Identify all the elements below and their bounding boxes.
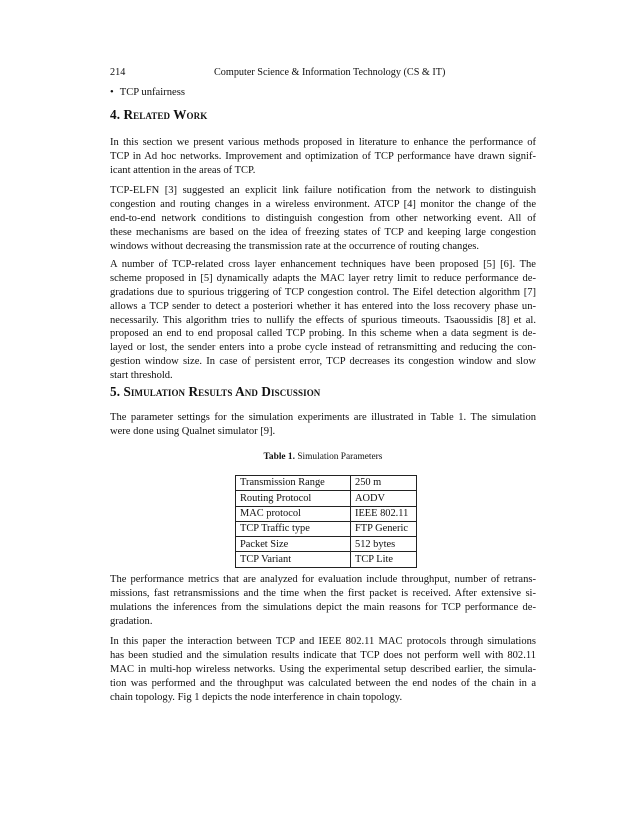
text-line: necessarily. This algorithm tries to nullify the effects of spurious timeouts. Tsaoussidis [8] et al. [110,314,536,326]
text-line: these mechanisms are based on the idea of freezing states of TCP and keeping large congestion [110,226,536,238]
text-line: TCP-ELFN [3] suggested an explicit link failure notification from the network to distinguish [110,185,536,196]
text-line: In this section we present various methods proposed in literature to enhance the performance of [110,137,536,148]
page-number: 214 [110,67,126,78]
section-4-paragraph-1 [110,136,536,178]
table-row [236,491,417,506]
text-line: missions, fast retransmissions and the time when the first packet is received. After extensive si- [110,587,536,599]
journal-title: Computer Science & Information Technology (CS & IT) [214,67,446,78]
parameter-value: TCP Lite [351,552,417,567]
parameter-name: TCP Variant [236,552,351,567]
section-4-paragraph-2 [110,184,536,253]
section-5-paragraph-1 [110,573,536,629]
text-line: allows a TCP sender to detect a posteriori whether it has entered into the loss recovery phase un- [110,300,536,312]
parameter-name: Packet Size [236,537,351,552]
parameter-name: TCP Traffic type [236,521,351,536]
parameter-value: FTP Generic [351,521,417,536]
parameter-value: AODV [351,491,417,506]
text-line: chain topology. Fig 1 depicts the node interference in chain topology. [110,691,403,703]
text-line: start threshold. [110,370,173,382]
text-line: The parameter settings for the simulation experiments are illustrated in Table 1. The simulation [110,412,536,423]
section-5-heading: 5. Simulation Results And Discussion [110,384,321,399]
section-5-intro [110,411,536,439]
section-5-paragraph-2 [110,635,536,704]
text-line: tion was performed and the throughput was calculated between the end nodes of the chain in a [110,677,536,689]
text-line: icant attention in the areas of TCP. [110,164,256,176]
text-line: were done using Qualnet simulator [9]. [110,425,276,437]
section-4-paragraph-3 [110,258,536,383]
text-line: MAC in multi-hop wireless networks. Using the experimental setup described earlier, the simula- [110,663,536,675]
text-line: gestion window size. In case of persistent error, TCP decreases its congestion window and slow [110,356,536,368]
table-caption [110,451,536,463]
text-line: In this paper the interaction between TCP and IEEE 802.11 MAC protocols through simulations [110,636,536,647]
text-line: A number of TCP-related cross layer enhancement techniques have been proposed [5] [6]. The [110,259,536,270]
text-line: gradations due to spurious triggering of TCP congestion control. The Eifel detection algorithm [7] [110,286,536,298]
table-caption-label: Table 1. [263,452,295,462]
simulation-parameters-table [235,475,417,568]
parameter-name: MAC protocol [236,506,351,521]
parameter-name: Routing Protocol [236,491,351,506]
text-line: The performance metrics that are analyzed for evaluation include throughput, number of retrans- [110,574,536,585]
text-line: scheme proposed in [5] dynamically adapts the MAC layer retry limit to reduce performance de- [110,272,536,284]
text-line: layed or lost, the sender enters into a probe cycle instead of retransmitting and reducing the con- [110,342,536,354]
text-line: proposed an end to end proposal called TCP probing. In this scheme when a data segment is de- [110,328,536,340]
table-row [236,476,417,491]
section-4-heading: 4. Related Work [110,107,208,122]
parameter-value: IEEE 802.11 [351,506,417,521]
text-line: end-to-end network conditions to distinguish congestion from other networking event. All of [110,212,536,224]
table-row [236,506,417,521]
bullet-dot-icon: • [110,87,114,98]
text-line: windows without decreasing the transmission rate at the occurrence of routing changes. [110,240,480,252]
parameter-value: 512 bytes [351,537,417,552]
text-line: TCP in Ad hoc networks. Improvement and optimization of TCP performance have drawn signif- [110,150,536,162]
table-row [236,521,417,536]
bullet-text: TCP unfairness [119,87,185,98]
text-line: congestion and routing changes in a wireless environment. ATCP [4] monitor the change of the [110,198,536,210]
parameter-name: Transmission Range [236,476,351,491]
table-row [236,537,417,552]
text-line: has been studied and the simulation results indicate that TCP does not perform well with 802.11 [110,649,536,661]
table-row [236,552,417,567]
table-caption-text: Simulation Parameters [297,452,383,462]
text-line: mulations the inferences from the simulations depict the main reasons for TCP performance de- [110,601,536,613]
parameter-value: 250 m [351,476,417,491]
bullet-item [110,86,185,99]
text-line: gradation. [110,615,153,627]
